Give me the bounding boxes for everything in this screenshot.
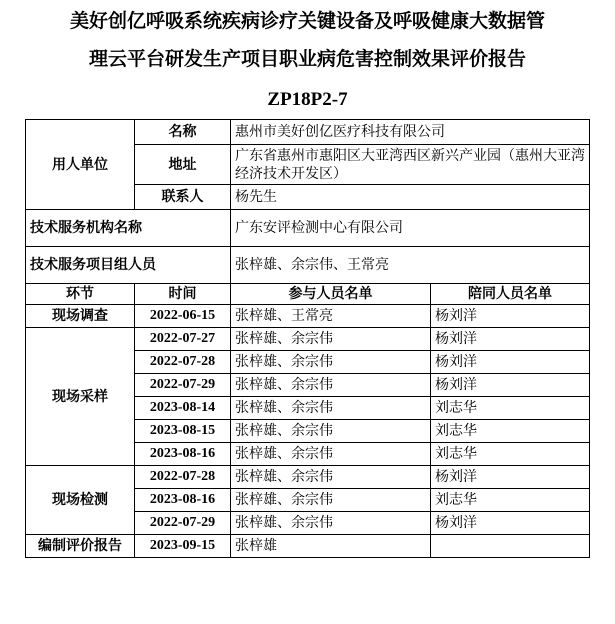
employer-name-label: 名称 (135, 120, 231, 145)
row-date: 2023-08-16 (135, 489, 231, 512)
employer-contact-label: 联系人 (135, 185, 231, 210)
row-date: 2023-09-15 (135, 535, 231, 558)
employer-address-label: 地址 (135, 145, 231, 185)
table-row (26, 328, 590, 351)
report-title-line-2: 理云平台研发生产项目职业病危害控制效果评价报告 (88, 48, 526, 70)
row-escort: 刘志华 (431, 420, 590, 443)
report-code: ZP18P2-7 (267, 89, 348, 110)
row-date: 2022-07-28 (135, 466, 231, 489)
row-escort: 杨刘洋 (431, 328, 590, 351)
employer-address: 广东省惠州市惠阳区大亚湾西区新兴产业园（惠州大亚湾经济技术开发区） (231, 145, 590, 185)
header-stage: 环节 (26, 284, 135, 305)
row-participants: 张梓雄、余宗伟 (231, 420, 431, 443)
row-escort: 杨刘洋 (431, 305, 590, 328)
employer-section-label: 用人单位 (26, 120, 135, 210)
report-title-line-1: 美好创亿呼吸系统疾病诊疗关键设备及呼吸健康大数据管 (69, 10, 545, 32)
stage-name: 编制评价报告 (26, 535, 135, 558)
row-escort: 杨刘洋 (431, 512, 590, 535)
row-date: 2023-08-15 (135, 420, 231, 443)
service-team-label: 技术服务项目组人员 (26, 247, 231, 284)
row-date: 2022-07-27 (135, 328, 231, 351)
header-participants: 参与人员名单 (231, 284, 431, 305)
row-participants: 张梓雄、余宗伟 (231, 466, 431, 489)
employer-name: 惠州市美好创亿医疗科技有限公司 (231, 120, 590, 145)
row-participants: 张梓雄、余宗伟 (231, 397, 431, 420)
schedule-header-row (26, 284, 590, 305)
info-table (25, 119, 590, 558)
service-org-label: 技术服务机构名称 (26, 210, 231, 247)
row-participants: 张梓雄、余宗伟 (231, 374, 431, 397)
row-date: 2022-07-29 (135, 374, 231, 397)
row-participants: 张梓雄、余宗伟 (231, 351, 431, 374)
row-escort: 刘志华 (431, 443, 590, 466)
header-escort: 陪同人员名单 (431, 284, 590, 305)
stage-name: 现场检测 (26, 466, 135, 535)
row-escort: 杨刘洋 (431, 466, 590, 489)
row-participants: 张梓雄、余宗伟 (231, 328, 431, 351)
row-date: 2022-07-28 (135, 351, 231, 374)
table-row (26, 535, 590, 558)
table-row (26, 466, 590, 489)
row-participants: 张梓雄、余宗伟 (231, 512, 431, 535)
service-org-value: 广东安评检测中心有限公司 (231, 210, 590, 247)
stage-name: 现场调查 (26, 305, 135, 328)
row-escort: 杨刘洋 (431, 351, 590, 374)
row-participants: 张梓雄 (231, 535, 431, 558)
header-date: 时间 (135, 284, 231, 305)
row-date: 2023-08-14 (135, 397, 231, 420)
row-escort (431, 535, 590, 558)
row-date: 2022-07-29 (135, 512, 231, 535)
row-escort: 杨刘洋 (431, 374, 590, 397)
stage-name: 现场采样 (26, 328, 135, 466)
row-escort: 刘志华 (431, 489, 590, 512)
row-escort: 刘志华 (431, 397, 590, 420)
employer-contact: 杨先生 (231, 185, 590, 210)
row-participants: 张梓雄、王常亮 (231, 305, 431, 328)
row-date: 2022-06-15 (135, 305, 231, 328)
row-participants: 张梓雄、余宗伟 (231, 443, 431, 466)
service-team-value: 张梓雄、余宗伟、王常亮 (231, 247, 590, 284)
table-row (26, 305, 590, 328)
row-date: 2023-08-16 (135, 443, 231, 466)
row-participants: 张梓雄、余宗伟 (231, 489, 431, 512)
